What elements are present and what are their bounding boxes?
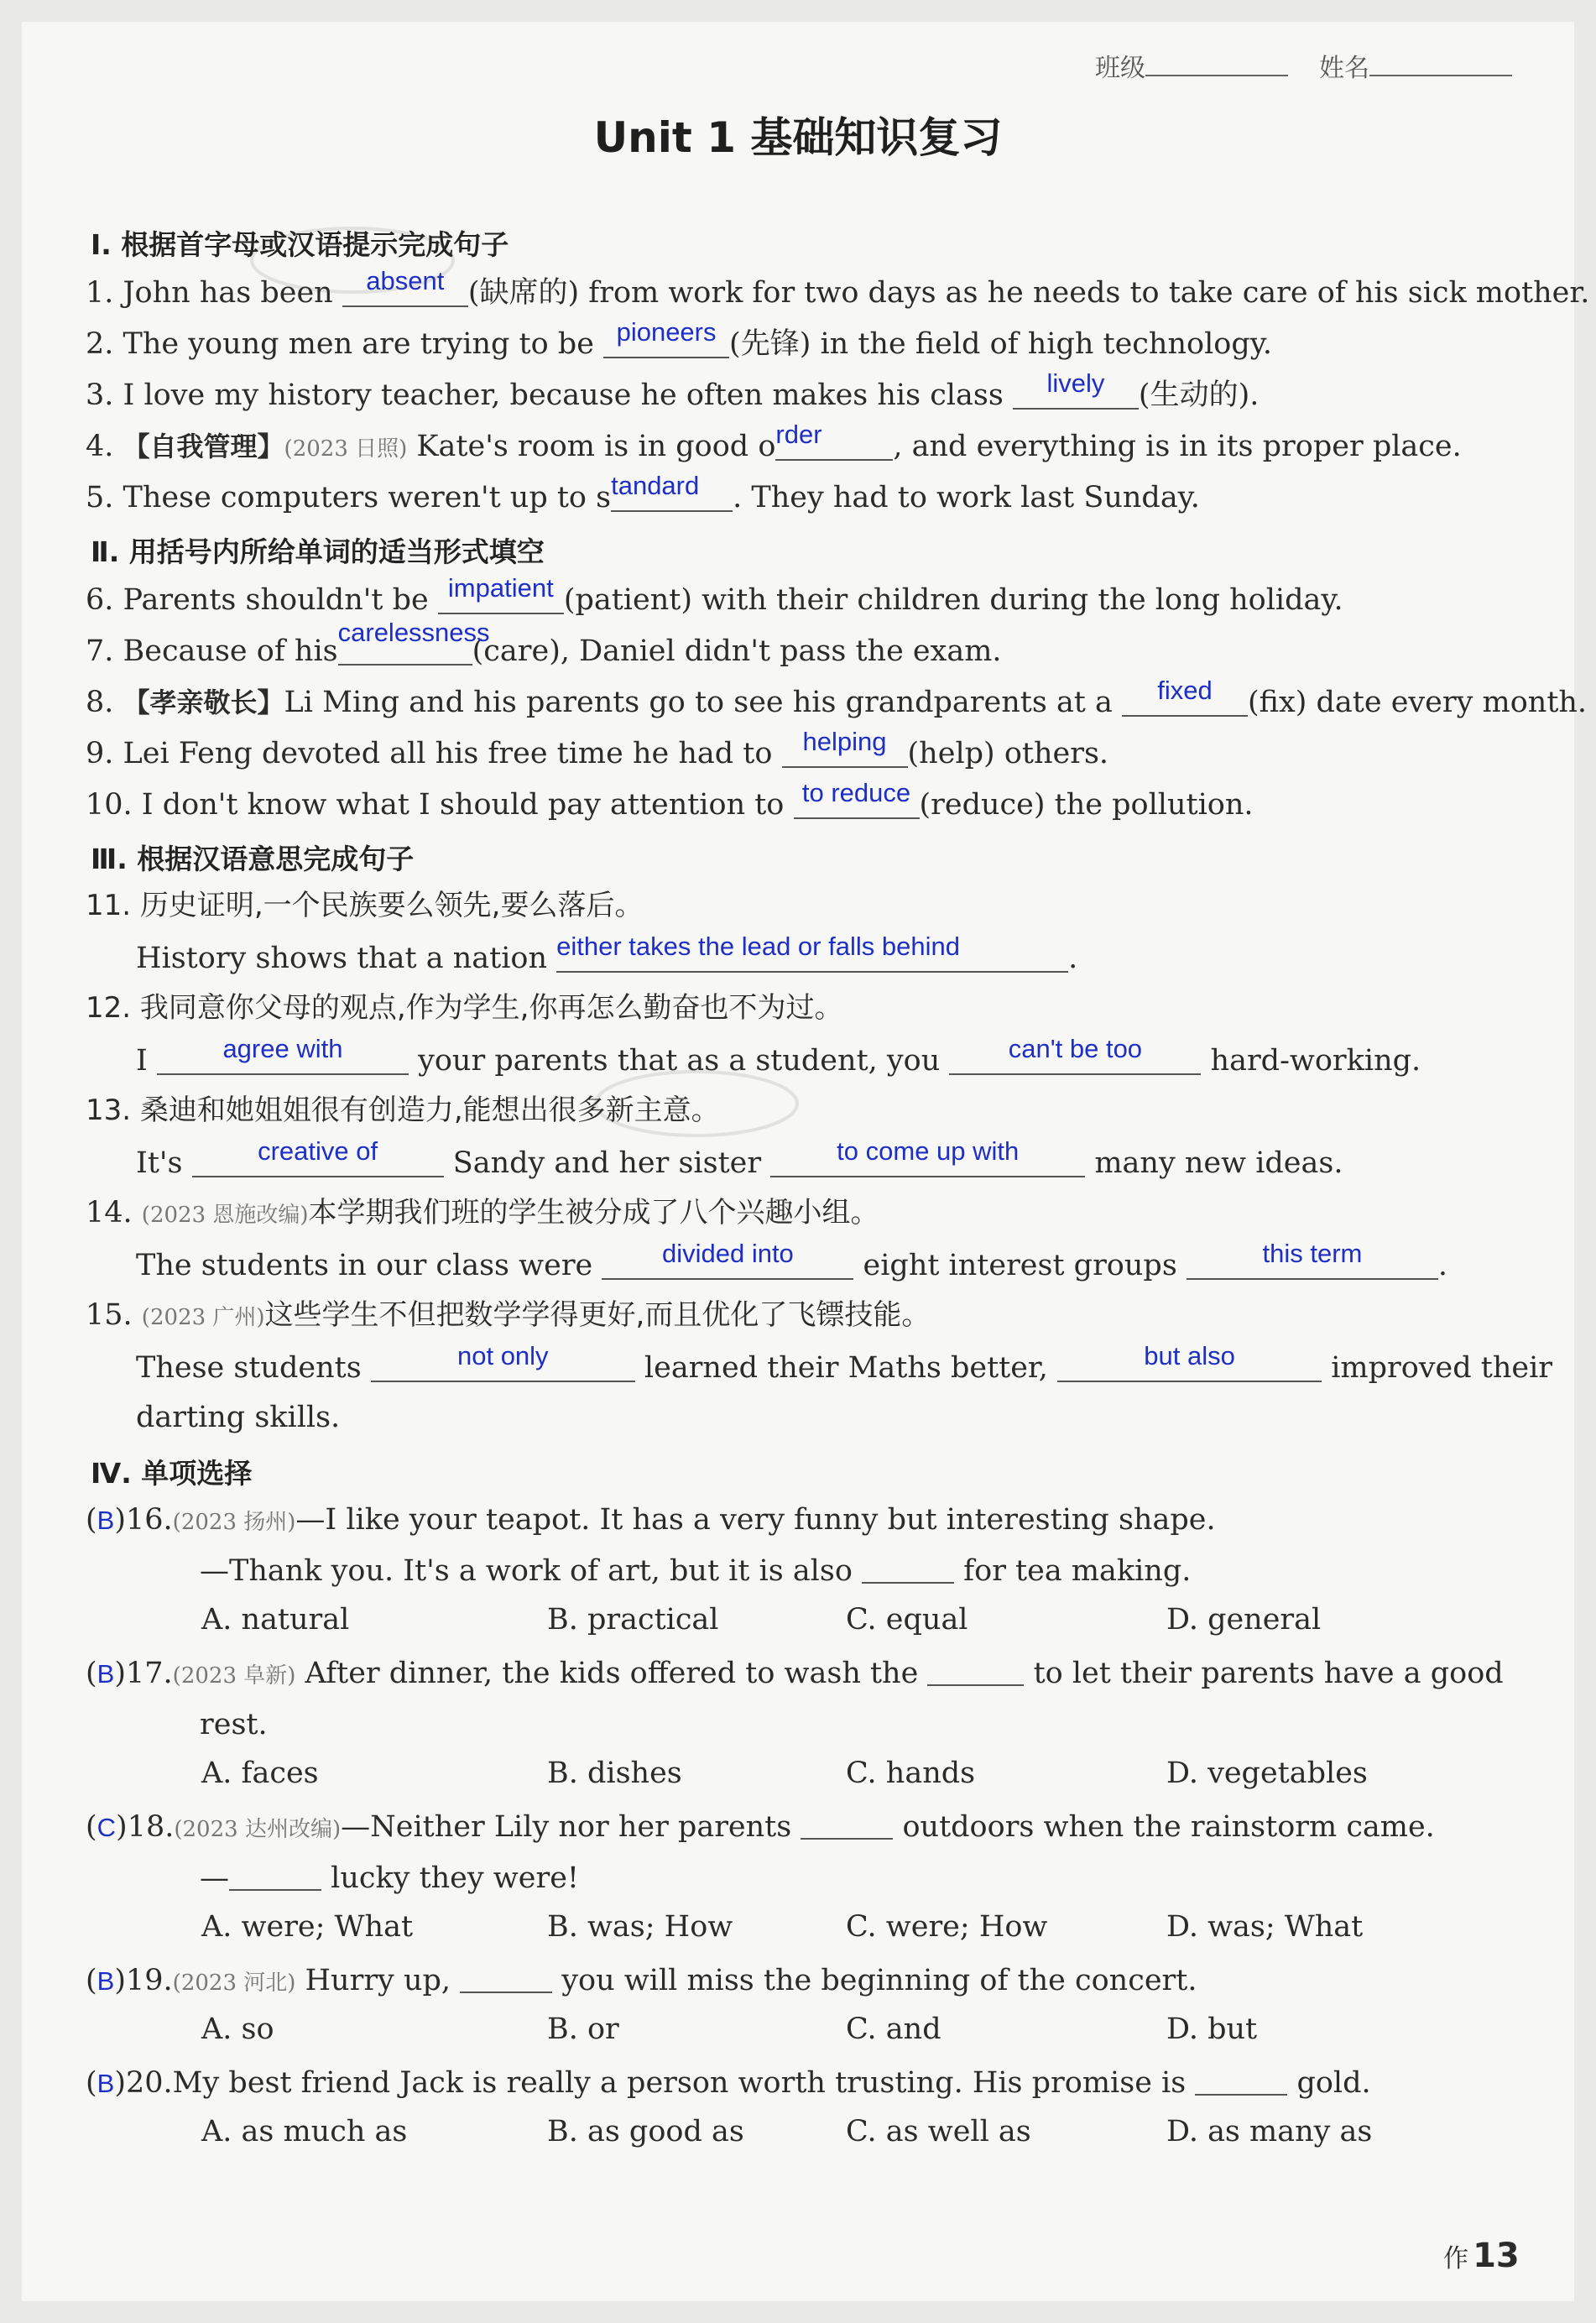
option-b[interactable]: B. or <box>547 2012 619 2046</box>
question-10: 10. I don't know what I should pay attention to to reduce (reduce) the pollution. <box>86 784 1254 824</box>
answer-blank[interactable] <box>337 618 490 666</box>
question-20: (B)20.My best friend Jack is really a person worth trusting. His promise is gold. <box>86 2066 1371 2100</box>
answer-text: helping <box>802 727 887 756</box>
answer-text: impatient <box>447 573 554 603</box>
name-label: 姓名 <box>1319 54 1369 83</box>
option-a[interactable]: A. so <box>201 2012 274 2046</box>
question-3: 3. I love my history teacher, because he often makes his class lively (生动的). <box>86 374 1259 415</box>
answer-blank[interactable] <box>229 1864 321 1891</box>
answer-blank[interactable] <box>1013 368 1139 410</box>
option-b[interactable]: B. was; How <box>547 1910 733 1944</box>
answer-blank[interactable] <box>602 1239 853 1280</box>
question-19: (B)19.(2023 河北) Hurry up, you will miss the beginning of the concert. <box>86 1964 1197 1997</box>
option-b[interactable]: B. practical <box>547 1603 719 1637</box>
source-note: (2023 阜新) <box>172 1663 296 1689</box>
answer-blank[interactable] <box>371 1341 635 1382</box>
answer-text: either takes the lead or falls behind <box>556 932 960 961</box>
answer-text: can't be too <box>1008 1034 1143 1063</box>
answer-blank[interactable] <box>438 573 564 614</box>
source-note: (2023 广州) <box>141 1305 265 1330</box>
option-d[interactable]: D. was; What <box>1166 1910 1364 1944</box>
option-a[interactable]: A. natural <box>201 1603 350 1637</box>
question-5: 5. These computers weren't up to s tandard . They had to work last Sunday. <box>86 477 1200 517</box>
answer-text: but also <box>1144 1341 1235 1370</box>
answer-text: absent <box>366 266 445 295</box>
option-a[interactable]: A. faces <box>201 1757 319 1790</box>
name-field[interactable] <box>1319 47 1512 84</box>
question-15: These students not only learned their Maths better, but also improved their <box>136 1347 1552 1387</box>
question-7: 7. Because of his carelessness (care), Daniel didn't pass the exam. <box>86 630 1002 671</box>
page-number: 作 13 <box>1443 2237 1520 2275</box>
answer-text: creative of <box>258 1136 378 1166</box>
answer-blank[interactable] <box>927 1659 1024 1686</box>
question-1: 1. John has been absent (缺席的) from work for two days as he needs to take care of his sick mother. <box>86 272 1589 312</box>
option-d[interactable]: D. vegetables <box>1166 1757 1368 1790</box>
answer-text: this term <box>1262 1239 1363 1268</box>
option-d[interactable]: D. general <box>1166 1603 1322 1637</box>
source-note: (2023 达州改编) <box>174 1817 342 1842</box>
option-a[interactable]: A. were; What <box>201 1910 414 1944</box>
source-note: (2023 扬州) <box>172 1510 296 1535</box>
choice-answer[interactable]: B <box>96 2069 115 2098</box>
question-11-prompt: 11. 历史证明,一个民族要么领先,要么落后。 <box>86 889 644 922</box>
option-a[interactable]: A. as much as <box>201 2115 408 2148</box>
question-18-line2: — lucky they were! <box>200 1861 579 1895</box>
answer-blank[interactable] <box>794 778 920 819</box>
option-b[interactable]: B. as good as <box>547 2115 744 2148</box>
question-18: (C)18.(2023 达州改编)—Neither Lily nor her parents outdoors when the rainstorm came. <box>86 1810 1435 1844</box>
answer-text: divided into <box>661 1239 794 1268</box>
question-14: The students in our class were divided into eight interest groups this term . <box>136 1245 1447 1285</box>
question-16: (B)16.(2023 扬州)—I like your teapot. It has a very funny but interesting shape. <box>86 1503 1216 1537</box>
source-note: (2023 日照) <box>284 436 408 462</box>
answer-text: lively <box>1046 368 1105 398</box>
question-12-prompt: 12. 我同意你父母的观点,作为学生,你再怎么勤奋也不为过。 <box>86 991 843 1025</box>
section-2-title: Ⅱ. 用括号内所给单词的适当形式填空 <box>91 535 545 568</box>
question-15-line2: darting skills. <box>136 1401 341 1434</box>
answer-blank[interactable] <box>949 1034 1201 1075</box>
question-8: 8. 【孝亲敬长】Li Ming and his parents go to see his grandparents at a fixed (fix) date every month. <box>86 681 1587 722</box>
question-2: 2. The young men are trying to be pioneers (先锋) in the field of high technology. <box>86 323 1272 363</box>
question-16-line2: —Thank you. It's a work of art, but it is also for tea making. <box>200 1554 1192 1588</box>
answer-blank[interactable] <box>782 727 908 768</box>
answer-blank[interactable] <box>1122 676 1248 717</box>
option-d[interactable]: D. as many as <box>1166 2115 1373 2148</box>
answer-text: agree with <box>222 1034 343 1063</box>
answer-text: pioneers <box>616 317 717 347</box>
answer-blank[interactable] <box>775 420 893 461</box>
answer-text: to come up with <box>837 1136 1020 1166</box>
option-c[interactable]: C. were; How <box>846 1910 1048 1944</box>
question-9: 9. Lei Feng devoted all his free time he had to helping (help) others. <box>86 733 1108 773</box>
answer-text: not only <box>456 1341 549 1370</box>
answer-blank[interactable] <box>342 266 468 307</box>
answer-text: to reduce <box>801 778 911 807</box>
topic-tag: 【自我管理】 <box>123 431 284 462</box>
option-c[interactable]: C. equal <box>846 1603 968 1637</box>
answer-blank[interactable] <box>611 471 733 512</box>
answer-blank[interactable] <box>1057 1341 1322 1382</box>
class-field[interactable] <box>1095 47 1288 84</box>
question-15-prompt: 15. (2023 广州)这些学生不但把数学学得更好,而且优化了飞镖技能。 <box>86 1298 931 1332</box>
option-c[interactable]: C. and <box>846 2012 941 2046</box>
answer-blank[interactable] <box>862 1557 954 1584</box>
section-3-title: Ⅲ. 根据汉语意思完成句子 <box>91 843 415 875</box>
question-14-prompt: 14. (2023 恩施改编)本学期我们班的学生被分成了八个兴趣小组。 <box>86 1196 879 1229</box>
question-4: 4. 【自我管理】(2023 日照) Kate's room is in good o rder , and everything is in its proper place. <box>86 425 1462 468</box>
option-d[interactable]: D. but <box>1166 2012 1258 2046</box>
page-title: Unit 1 基础知识复习 <box>593 113 1003 162</box>
choice-answer[interactable]: B <box>96 1966 115 1996</box>
source-note: (2023 河北) <box>172 1971 296 1996</box>
question-13: It's creative of Sandy and her sister to come up with many new ideas. <box>136 1142 1343 1182</box>
option-b[interactable]: B. dishes <box>547 1757 682 1790</box>
question-11: History shows that a nation either takes the lead or falls behind . <box>136 937 1077 978</box>
answer-text: carelessness <box>337 618 490 647</box>
section-1-title: Ⅰ. 根据首字母或汉语提示完成句子 <box>91 228 509 261</box>
answer-blank[interactable] <box>603 317 729 358</box>
question-6: 6. Parents shouldn't be impatient (patient) with their children during the long holiday. <box>86 579 1343 619</box>
source-note: (2023 恩施改编) <box>141 1203 309 1228</box>
question-13-prompt: 13. 桑迪和她姐姐很有创造力,能想出很多新主意。 <box>86 1094 720 1127</box>
choice-answer[interactable]: B <box>96 1506 115 1535</box>
answer-blank[interactable] <box>192 1136 444 1177</box>
question-17: (B)17.(2023 阜新) After dinner, the kids offered to wash the to let their parents have a good <box>86 1657 1504 1690</box>
question-17-line2: rest. <box>200 1708 268 1741</box>
choice-answer[interactable]: B <box>96 1659 115 1689</box>
option-c[interactable]: C. as well as <box>846 2115 1031 2148</box>
answer-blank[interactable] <box>1195 2069 1287 2096</box>
question-12: I agree with your parents that as a student, you can't be too hard-working. <box>136 1040 1421 1080</box>
answer-text: rder <box>775 420 822 449</box>
section-4-title: Ⅳ. 单项选择 <box>91 1457 253 1490</box>
answer-text: tandard <box>611 471 700 500</box>
option-c[interactable]: C. hands <box>846 1757 976 1790</box>
answer-text: fixed <box>1157 676 1213 705</box>
answer-blank[interactable] <box>770 1136 1085 1177</box>
class-label: 班级 <box>1095 54 1145 83</box>
answer-blank[interactable] <box>460 1966 552 1993</box>
topic-tag: 【孝亲敬长】 <box>123 686 284 718</box>
answer-blank[interactable] <box>801 1813 893 1840</box>
answer-blank[interactable] <box>1187 1239 1438 1280</box>
answer-blank[interactable] <box>157 1034 409 1075</box>
choice-answer[interactable]: C <box>96 1813 117 1842</box>
